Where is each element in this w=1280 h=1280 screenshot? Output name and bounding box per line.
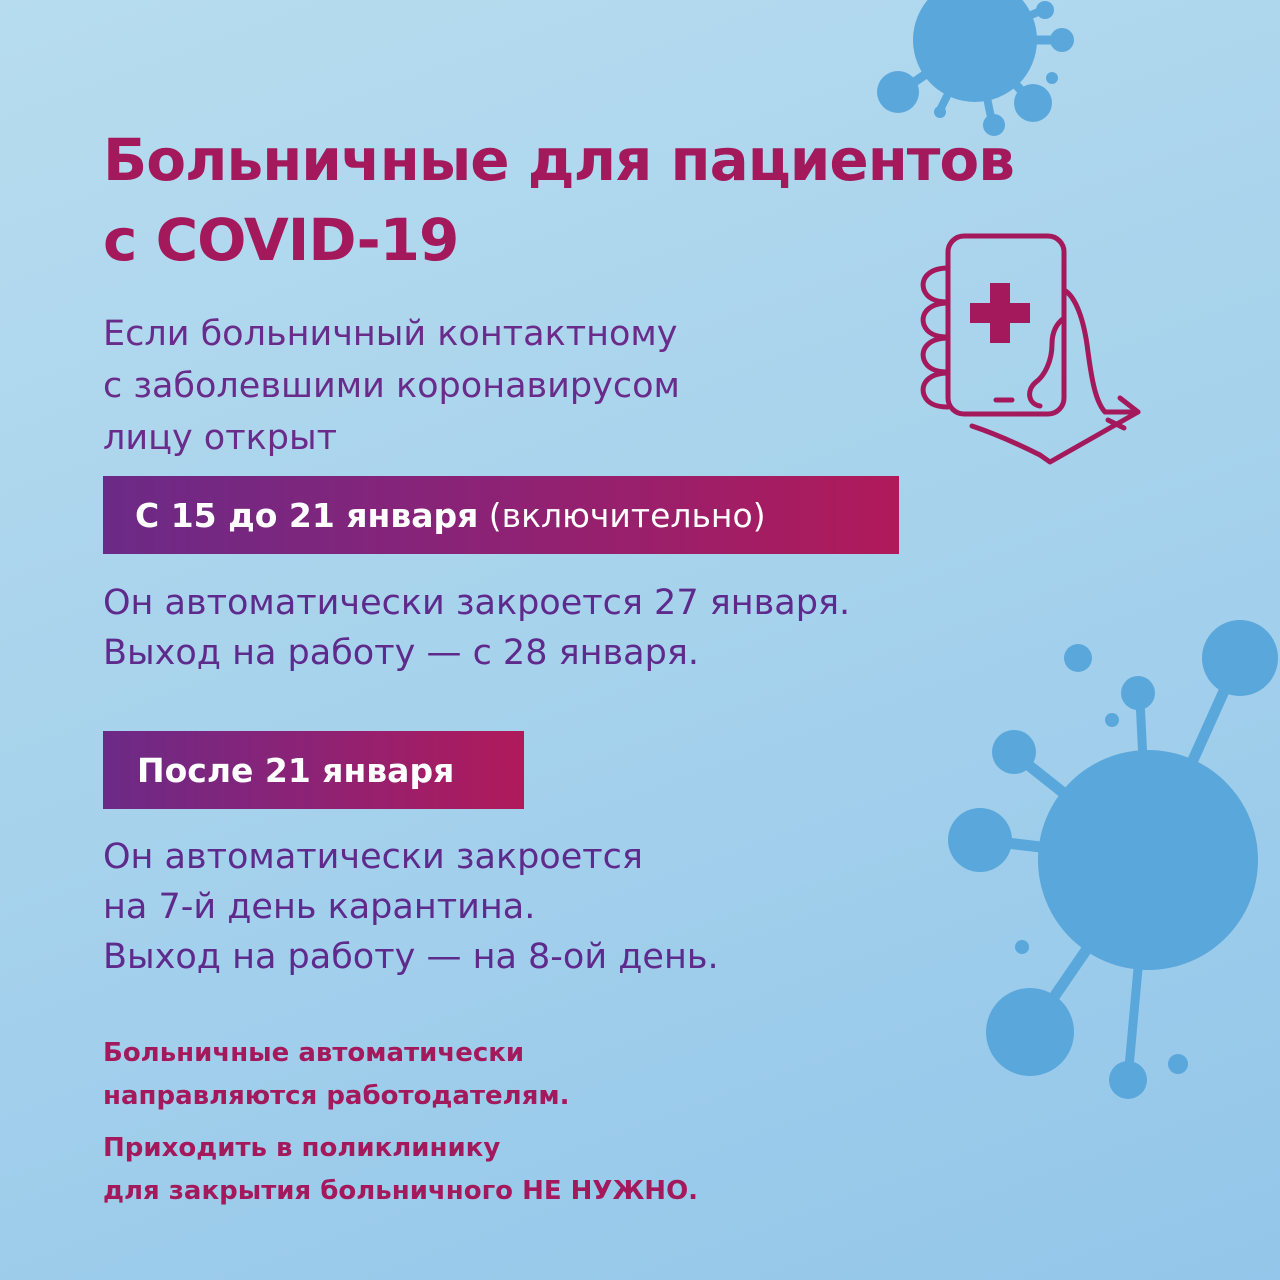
banner-bold-text: После 21 января	[137, 750, 455, 790]
date-range-banner	[103, 476, 899, 554]
notice-line: Приходить в поликлинику	[103, 1133, 501, 1163]
virus-icon	[948, 620, 1278, 1099]
employer-notice	[103, 1032, 570, 1118]
section2-line: Он автоматически закроется	[103, 837, 643, 877]
title-line: Больничные для пациентов	[103, 126, 1014, 194]
clinic-notice	[103, 1127, 698, 1213]
section1-text	[103, 578, 850, 678]
banner-bold-text: С 15 до 21 января	[135, 495, 479, 535]
virus-icon	[877, 0, 1074, 136]
section1-line: Выход на работу — с 28 января.	[103, 633, 700, 673]
page-title	[103, 120, 1014, 280]
intro-line: с заболевшими коронавирусом	[103, 366, 680, 406]
intro-text	[103, 308, 680, 464]
after-date-banner	[103, 731, 524, 809]
banner-normal-text: (включительно)	[488, 495, 766, 535]
notice-line: направляются работодателям.	[103, 1081, 570, 1111]
section2-line: Выход на работу — на 8-ой день.	[103, 937, 719, 977]
notice-line: Больничные автоматически	[103, 1038, 525, 1068]
intro-line: лицу открыт	[103, 418, 337, 458]
intro-line: Если больничный контактному	[103, 314, 678, 354]
section2-text	[103, 832, 719, 982]
section1-line: Он автоматически закроется 27 января.	[103, 583, 851, 623]
section2-line: на 7-й день карантина.	[103, 887, 536, 927]
notice-line: для закрытия больничного НЕ НУЖНО.	[103, 1176, 699, 1206]
title-line: с COVID-19	[103, 206, 459, 274]
